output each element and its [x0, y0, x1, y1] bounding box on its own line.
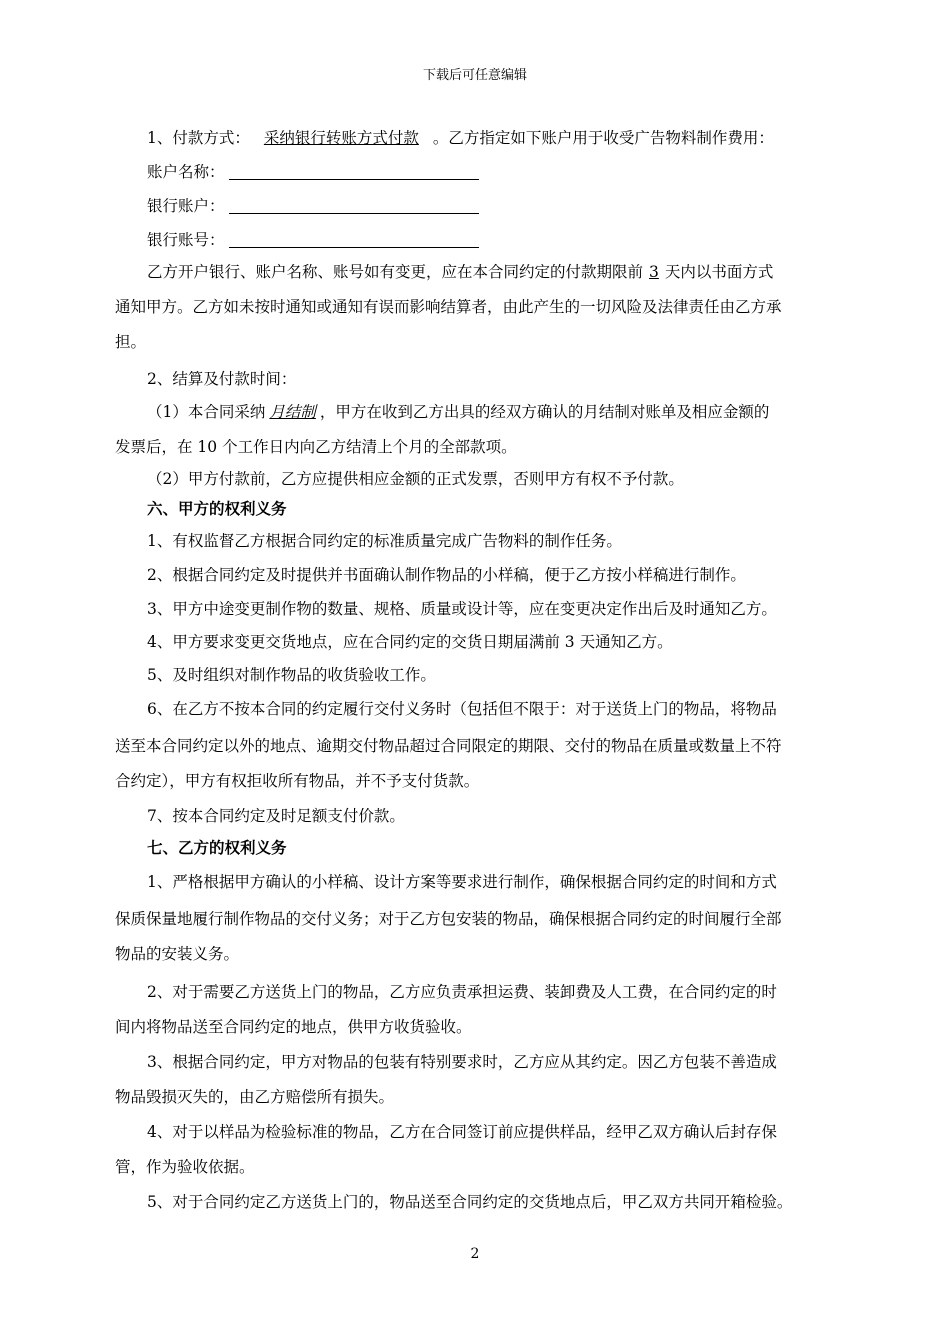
page-header: 下载后可任意编辑 [422, 68, 527, 83]
section7-item5: 5、对于合同约定乙方送货上门的，物品送至合同约定的交货地点后，甲乙双方共同开箱检验。 [147, 1193, 793, 1211]
bank-number-label: 银行账号： [147, 231, 225, 249]
section6-item7: 7、按本合同约定及时足额支付价款。 [147, 807, 405, 825]
settlement-sub2: （2）甲方付款前，乙方应提供相应金额的正式发票，否则甲方有权不予付款。 [147, 470, 684, 488]
section7-title: 七、乙方的权利义务 [147, 838, 287, 857]
change-notice-line2: 通知甲方。乙方如未按时通知或通知有误而影响结算者，由此产生的一切风险及法律责任由乙方承 [115, 298, 782, 316]
section6-item4: 4、甲方要求变更交货地点，应在合同约定的交货日期届满前 3 天通知乙方。 [147, 633, 673, 651]
section7-item2-line1: 2、对于需要乙方送货上门的物品，乙方应负责承担运费、装卸费及人工费，在合同约定的时 [147, 983, 777, 1001]
section7-item4-line2: 管，作为验收依据。 [115, 1158, 255, 1176]
settlement-sub1-text-b: ，甲方在收到乙方出具的经双方确认的月结制对账单及相应金额的 [319, 403, 770, 421]
payment-method-value: 采纳银行转账方式付款 [263, 129, 419, 147]
section7-item3-line1: 3、根据合同约定，甲方对物品的包装有特别要求时，乙方应从其约定。因乙方包装不善造成 [147, 1053, 777, 1071]
section7-item1-line2: 保质保量地履行制作物品的交付义务；对于乙方包安装的物品，确保根据合同约定的时间履行全部 [115, 910, 782, 928]
bank-account-label: 银行账户： [147, 197, 225, 215]
change-notice-days: 3 [649, 263, 659, 281]
settlement-sub1-line2: 发票后，在 10 个工作日内向乙方结清上个月的全部款项。 [115, 438, 517, 456]
section6-item2: 2、根据合同约定及时提供并书面确认制作物品的小样稿，便于乙方按小样稿进行制作。 [147, 566, 746, 584]
account-name-blank [229, 163, 479, 180]
change-notice-line1 [147, 262, 773, 282]
account-name-label: 账户名称： [147, 163, 225, 181]
bank-number-line [147, 230, 479, 250]
section6-title: 六、甲方的权利义务 [147, 499, 287, 518]
section6-item6-line1: 6、在乙方不按本合同的约定履行交付义务时（包括但不限于：对于送货上门的物品，将物品 [147, 700, 777, 718]
section7-item1-line1: 1、严格根据甲方确认的小样稿、设计方案等要求进行制作，确保根据合同约定的时间和方式 [147, 873, 777, 891]
payment-method-line [147, 128, 774, 148]
change-notice-text-a: 乙方开户银行、账户名称、账号如有变更，应在本合同约定的付款期限前 [147, 263, 644, 281]
section6-item6-line2: 送至本合同约定以外的地点、逾期交付物品超过合同限定的期限、交付的物品在质量或数量上不符 [115, 737, 782, 755]
bank-account-line [147, 196, 479, 216]
payment-method-prefix: 1、付款方式： [147, 129, 250, 147]
section6-item3: 3、甲方中途变更制作物的数量、规格、质量或设计等，应在变更决定作出后及时通知乙方。 [147, 600, 777, 618]
section6-item1: 1、有权监督乙方根据合同约定的标准质量完成广告物料的制作任务。 [147, 532, 622, 550]
section7-item1-line3: 物品的安装义务。 [115, 945, 240, 963]
settlement-term: 月结制 [269, 403, 316, 421]
section7-item2-line2: 间内将物品送至合同约定的地点，供甲方收货验收。 [115, 1018, 472, 1036]
account-name-line [147, 162, 479, 182]
payment-method-suffix: 。乙方指定如下账户用于收受广告物料制作费用： [432, 129, 774, 147]
change-notice-text-b: 天内以书面方式 [664, 263, 774, 281]
section6-item5: 5、及时组织对制作物品的收货验收工作。 [147, 666, 436, 684]
section7-item4-line1: 4、对于以样品为检验标准的物品，乙方在合同签订前应提供样品，经甲乙双方确认后封存保 [147, 1123, 777, 1141]
page-number: 2 [470, 1246, 480, 1262]
settlement-sub1-line1 [147, 402, 769, 422]
bank-number-blank [229, 231, 479, 248]
section6-item6-line3: 合约定），甲方有权拒收所有物品，并不予支付货款。 [115, 772, 480, 790]
bank-account-blank [229, 197, 479, 214]
section7-item3-line2: 物品毁损灭失的，由乙方赔偿所有损失。 [115, 1088, 395, 1106]
settlement-sub1-text-a: （1）本合同采纳 [147, 403, 266, 421]
change-notice-line3: 担。 [115, 333, 147, 351]
settlement-title: 2、结算及付款时间： [147, 370, 297, 388]
